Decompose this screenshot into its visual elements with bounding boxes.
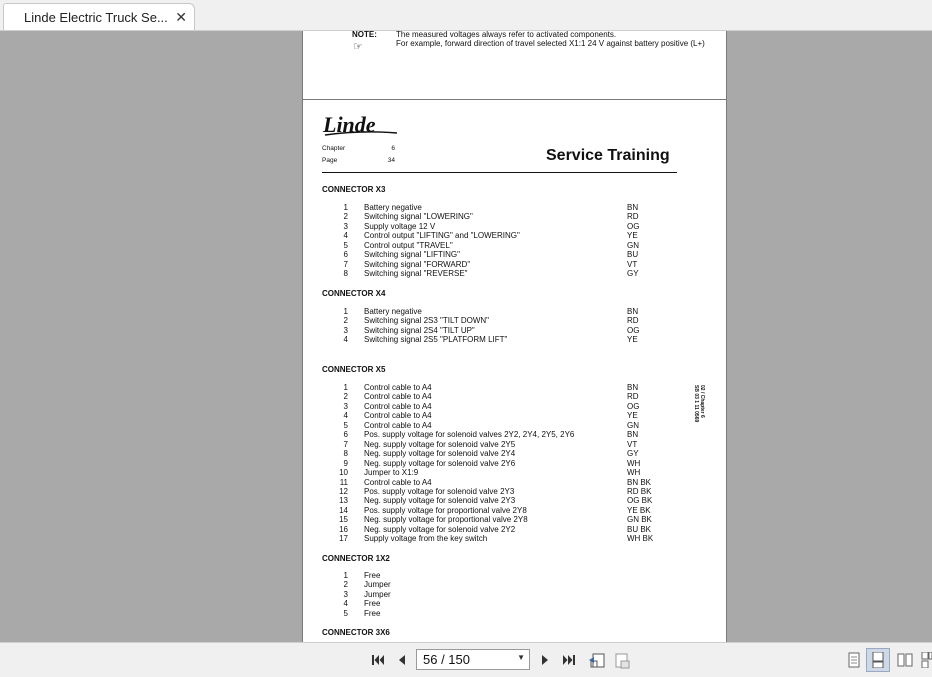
pin-description: Jumper to X1:9	[364, 468, 419, 478]
pin-number: 3	[343, 589, 348, 599]
last-page-icon[interactable]	[561, 652, 577, 668]
first-page-icon[interactable]	[370, 652, 386, 668]
pin-number: 16	[339, 524, 348, 534]
pointing-hand-icon: ☞	[353, 41, 363, 53]
pin-description: Free	[364, 608, 381, 618]
pin-row	[322, 534, 682, 544]
wire-color: RD	[627, 212, 639, 222]
pin-description: Jumper	[364, 589, 391, 599]
pin-description: Battery negative	[364, 307, 422, 316]
wire-color: YE	[627, 411, 638, 421]
wire-color: BU	[627, 250, 639, 260]
pin-number: 6	[343, 430, 348, 440]
continuous-page-icon[interactable]	[870, 652, 886, 668]
pin-description: Neg. supply voltage for proportional valve 2Y8	[364, 515, 528, 525]
wire-color: WH BK	[627, 534, 654, 544]
pin-number: 4	[343, 335, 348, 345]
wire-color: GN	[627, 420, 639, 430]
pin-number: 2	[343, 316, 348, 326]
pin-description: Neg. supply voltage for solenoid valve 2Y3	[364, 496, 516, 506]
wire-color: OG BK	[627, 496, 653, 506]
pin-number: 7	[343, 439, 348, 449]
pin-number: 14	[339, 505, 348, 515]
pin-number: 6	[343, 250, 348, 260]
pin-description: Neg. supply voltage for solenoid valve 2Y4	[364, 449, 516, 459]
page-label: Page	[322, 157, 338, 164]
connector-title: CONNECTOR X5	[322, 365, 386, 374]
chapter-value: 6	[391, 145, 395, 152]
connector-title: CONNECTOR X4	[322, 289, 386, 298]
pin-number: 1	[343, 307, 348, 316]
wire-color: VT	[627, 259, 638, 269]
wire-color: WH	[627, 468, 641, 478]
pin-description: Control output "TRAVEL"	[364, 240, 453, 250]
pin-number: 1	[343, 203, 348, 212]
wire-color: GN BK	[627, 515, 652, 525]
single-page-icon[interactable]	[846, 652, 862, 668]
wire-color: YE	[627, 231, 638, 241]
pin-description: Pos. supply voltage for solenoid valve 2Y3	[364, 486, 515, 496]
page-number-select[interactable]	[416, 649, 530, 670]
pin-description: Supply voltage from the key switch	[364, 534, 488, 544]
page-indicator: 56 / 150	[423, 652, 470, 667]
pin-description: Switching signal "LIFTING"	[364, 250, 460, 260]
chevron-down-icon: ▼	[517, 653, 525, 662]
wire-color: GN	[627, 240, 639, 250]
pin-row	[322, 609, 682, 619]
pin-description: Control cable to A4	[364, 383, 432, 392]
two-page-icon[interactable]	[897, 652, 913, 668]
pin-description: Control cable to A4	[364, 420, 432, 430]
pin-number: 15	[339, 515, 348, 525]
pin-description: Pos. supply voltage for proportional valve 2Y8	[364, 505, 527, 515]
pin-description: Pos. supply voltage for solenoid valves 2Y2, 2Y4, 2Y5, 2Y6	[364, 430, 575, 440]
pin-description: Control output "LIFTING" and "LOWERING"	[364, 231, 520, 241]
side-note	[693, 385, 705, 422]
pin-number: 10	[339, 468, 348, 478]
wire-color: WH	[627, 458, 641, 468]
pin-description: Control cable to A4	[364, 477, 432, 487]
pin-description: Supply voltage 12 V	[364, 221, 436, 231]
side-note-line: SB 03 1 11 0569	[693, 385, 699, 423]
pin-number: 4	[343, 599, 348, 609]
pin-number: 3	[343, 325, 348, 335]
pin-description: Jumper	[364, 580, 391, 590]
pin-description: Switching signal 2S4 "TILT UP"	[364, 325, 475, 335]
pin-number: 5	[343, 608, 348, 618]
wire-color: BN	[627, 203, 639, 212]
note-line: The measured voltages always refer to activated components.	[396, 31, 617, 39]
wire-color: RD	[627, 392, 639, 402]
wire-color: YE	[627, 335, 638, 345]
pin-number: 13	[339, 496, 348, 506]
two-page-continuous-icon[interactable]	[921, 652, 932, 668]
logo-text: Linde	[323, 112, 376, 137]
wire-color: GY	[627, 269, 639, 279]
pin-number: 4	[343, 411, 348, 421]
tab-bar	[0, 0, 932, 31]
note-label: NOTE:	[352, 31, 377, 39]
close-icon[interactable]: ✕	[175, 9, 187, 25]
pin-number: 5	[343, 240, 348, 250]
wire-color: RD	[627, 316, 639, 326]
pin-description: Switching signal "REVERSE"	[364, 269, 468, 279]
pin-description: Free	[364, 571, 381, 580]
wire-color: VT	[627, 439, 638, 449]
service-training-title: Service Training	[546, 147, 670, 164]
next-page-icon[interactable]	[537, 652, 553, 668]
wire-color: RD BK	[627, 486, 652, 496]
wire-color: OG	[627, 221, 640, 231]
document-tab[interactable]	[3, 3, 195, 30]
pin-number: 2	[343, 580, 348, 590]
tab-title: Linde Electric Truck Se...	[24, 10, 168, 25]
prev-page-icon[interactable]	[394, 652, 410, 668]
pin-description: Switching signal 2S5 "PLATFORM LIFT"	[364, 335, 508, 345]
pin-description: Neg. supply voltage for solenoid valve 2Y2	[364, 524, 516, 534]
pin-number: 8	[343, 449, 348, 459]
pin-number: 5	[343, 420, 348, 430]
linde-logo	[321, 112, 399, 143]
wire-color: OG	[627, 401, 640, 411]
current-page	[302, 99, 727, 642]
header-rule	[322, 172, 677, 173]
wire-color: BN	[627, 307, 639, 316]
pin-description: Battery negative	[364, 203, 422, 212]
pin-number: 3	[343, 401, 348, 411]
side-note-line: 02 / Chapter 6	[699, 385, 705, 418]
pin-number: 1	[343, 383, 348, 392]
wire-color: BN BK	[627, 477, 652, 487]
pin-description: Switching signal 2S3 "TILT DOWN"	[364, 316, 489, 326]
connector-title: CONNECTOR 1X2	[322, 554, 390, 563]
pin-description: Neg. supply voltage for solenoid valve 2Y5	[364, 439, 516, 449]
pin-description: Switching signal "FORWARD"	[364, 259, 471, 269]
pin-description: Free	[364, 599, 381, 609]
wire-color: YE BK	[627, 505, 651, 515]
pin-number: 7	[343, 259, 348, 269]
connector-title: CONNECTOR X3	[322, 185, 386, 194]
chapter-label: Chapter	[322, 145, 346, 152]
bottom-toolbar	[0, 642, 932, 677]
connector-title: CONNECTOR 3X6	[322, 628, 390, 637]
previous-view-icon[interactable]	[588, 652, 604, 668]
pin-number: 8	[343, 269, 348, 279]
pin-number: 17	[339, 534, 348, 544]
document-viewer[interactable]	[0, 31, 932, 642]
pin-number: 2	[343, 392, 348, 402]
pin-number: 1	[343, 571, 348, 580]
wire-color: BU BK	[627, 524, 652, 534]
pin-number: 9	[343, 458, 348, 468]
pin-number: 2	[343, 212, 348, 222]
wire-color: OG	[627, 325, 640, 335]
note-line: For example, forward direction of travel selected X1:1 24 V against battery positive (L+)	[396, 39, 705, 48]
pin-description: Control cable to A4	[364, 392, 432, 402]
pin-description: Neg. supply voltage for solenoid valve 2Y6	[364, 458, 516, 468]
pin-description: Control cable to A4	[364, 411, 432, 421]
wire-color: GY	[627, 449, 639, 459]
wire-color: BN	[627, 383, 639, 392]
pin-row	[322, 269, 682, 279]
pin-row	[322, 335, 682, 345]
pin-number: 11	[339, 477, 348, 487]
pin-number: 3	[343, 221, 348, 231]
pin-number: 12	[339, 486, 348, 496]
pin-description: Switching signal "LOWERING"	[364, 212, 473, 222]
pin-number: 4	[343, 231, 348, 241]
page-value: 34	[387, 157, 395, 164]
pin-description: Control cable to A4	[364, 401, 432, 411]
next-view-icon[interactable]	[613, 652, 629, 668]
wire-color: BN	[627, 430, 639, 440]
